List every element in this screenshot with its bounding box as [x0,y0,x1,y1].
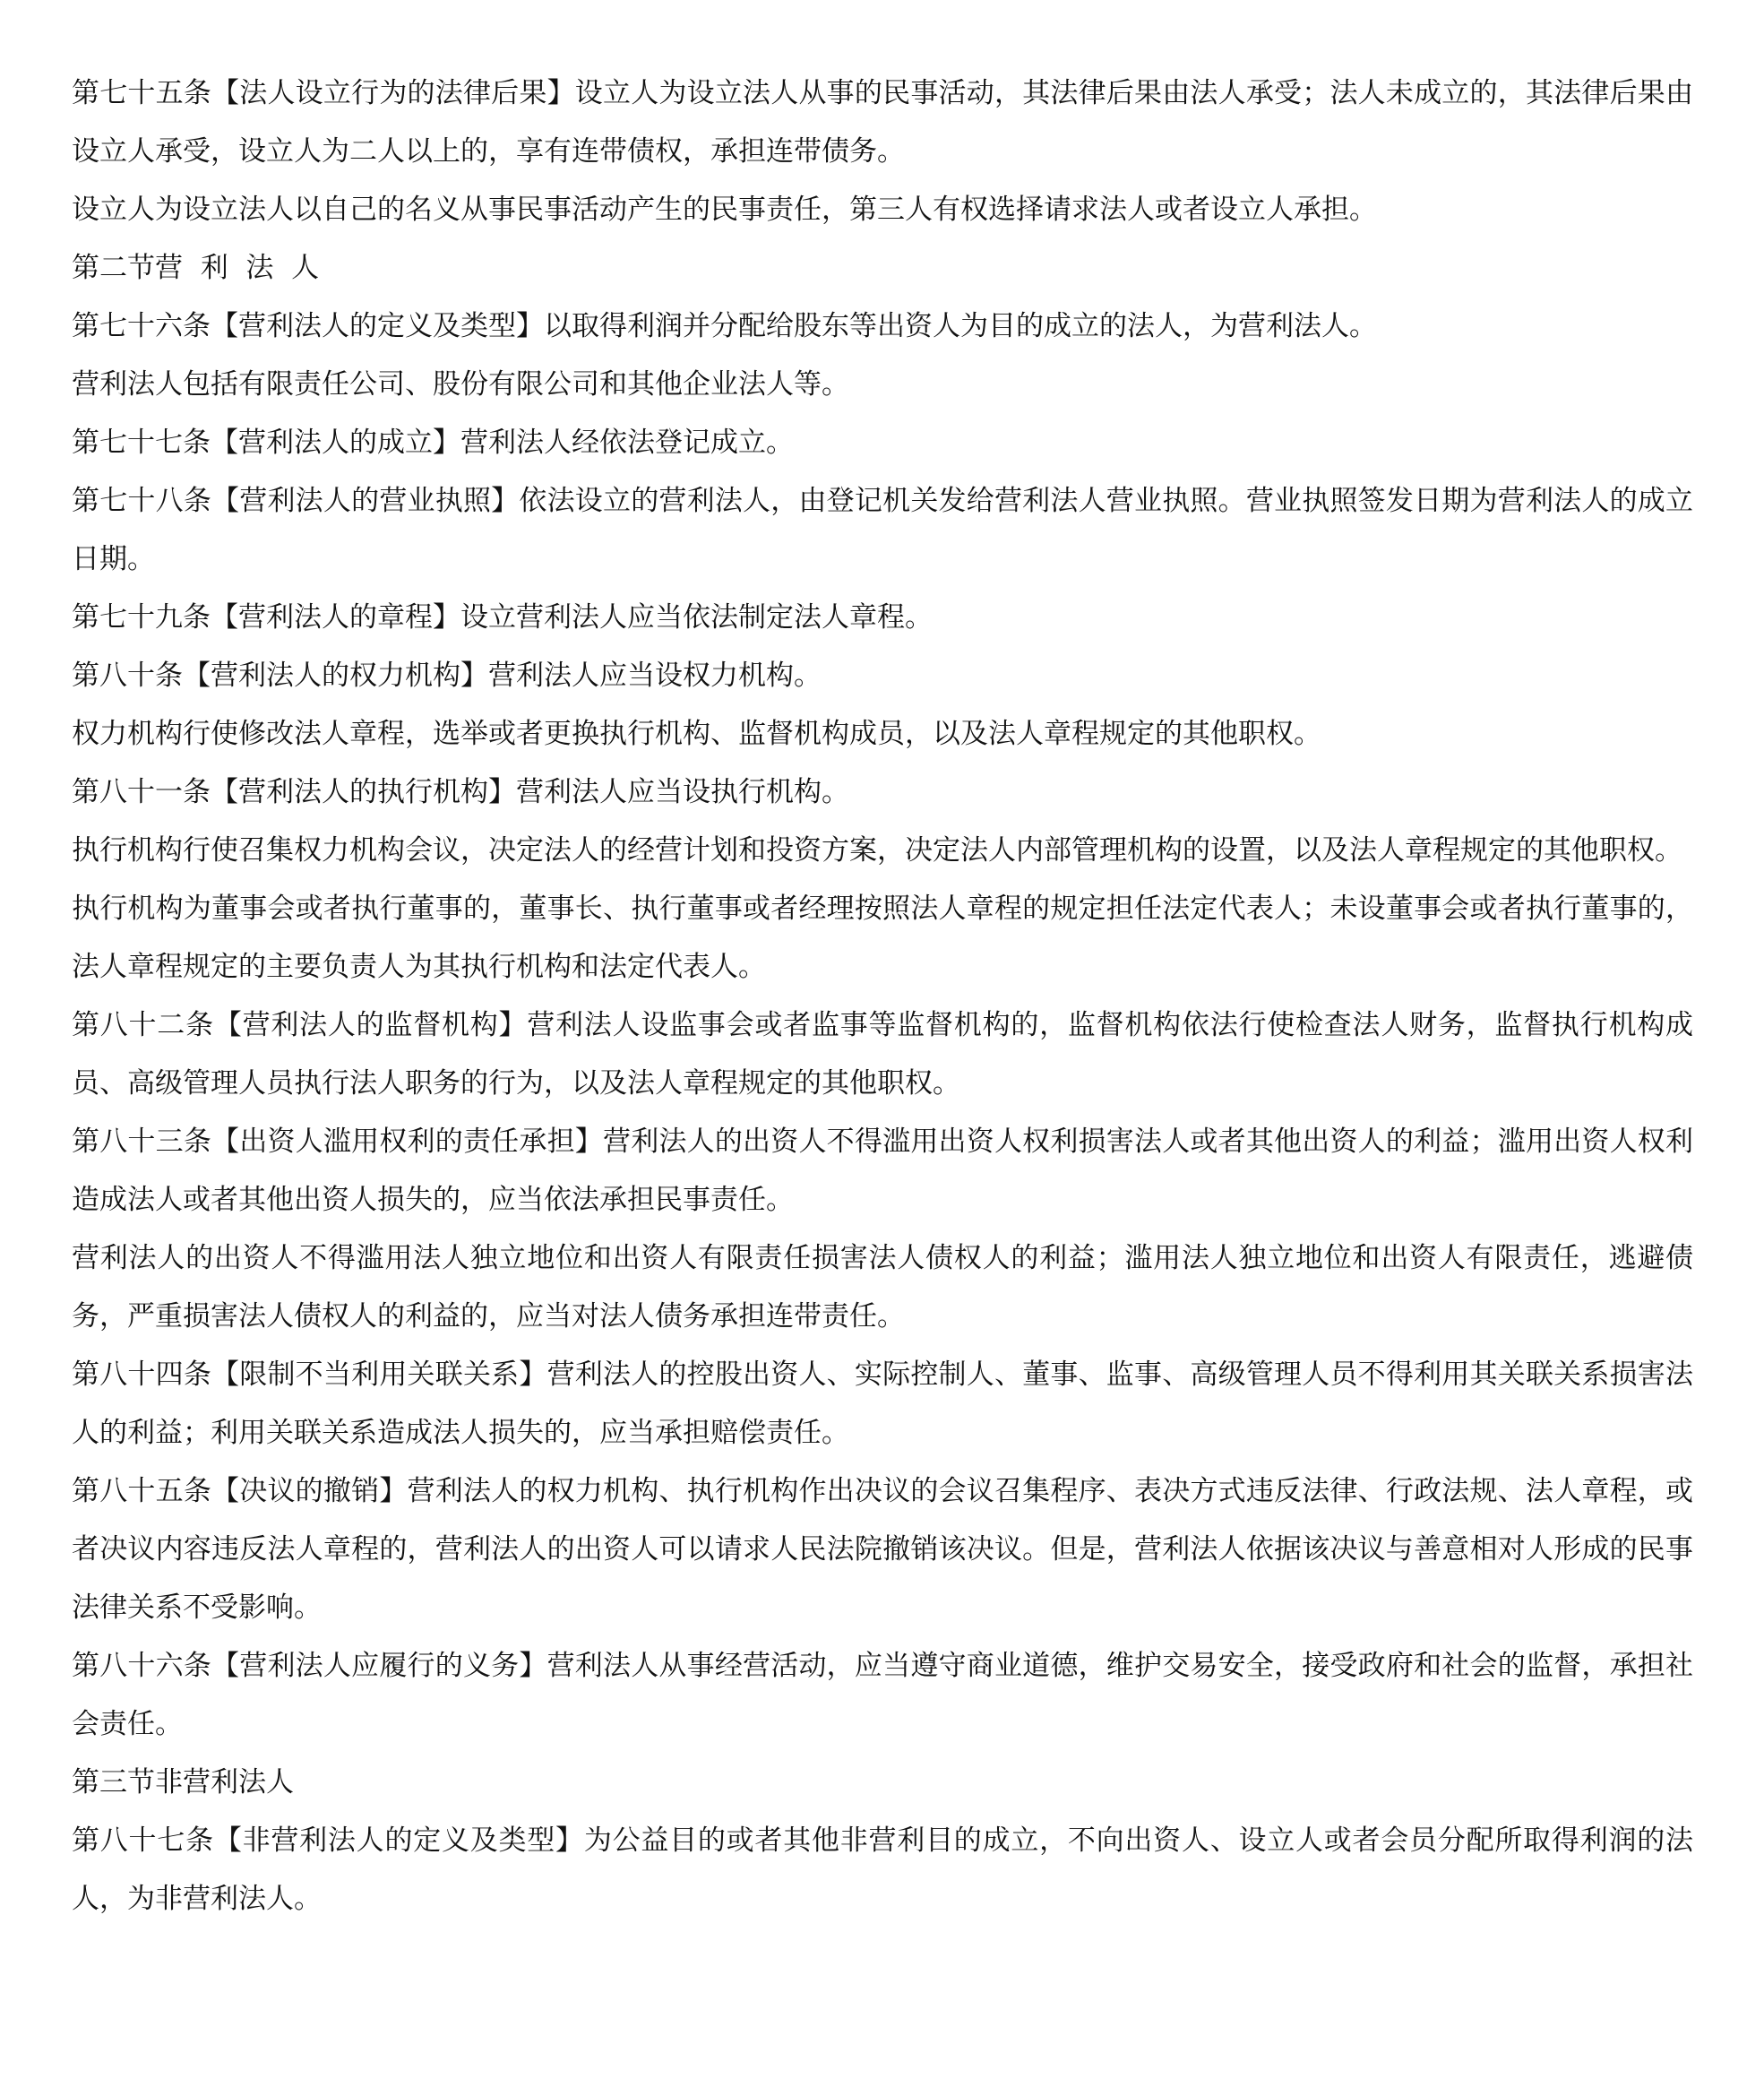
section-heading-3: 第三节非营利法人 [72,1766,294,1798]
paragraph-article-86: 第八十六条【营利法人应履行的义务】营利法人从事经营活动，应当遵守商业道德，维护交易安全，接受政府和社会的监督，承担社会责任。 [72,1650,1693,1740]
paragraph-article-87: 第八十七条【非营利法人的定义及类型】为公益目的或者其他非营利目的成立，不向出资人、设立人或者会员分配所取得利润的法人，为非营利法人。 [72,1824,1693,1915]
document-body [72,65,1693,1928]
paragraph-article-82: 第八十二条【营利法人的监督机构】营利法人设监事会或者监事等监督机构的，监督机构依法行使检查法人财务，监督执行机构成员、高级管理人员执行法人职务的行为，以及法人章程规定的其他职权。 [72,1009,1693,1100]
paragraph-article-81-clause-2: 执行机构行使召集权力机构会议，决定法人的经营计划和投资方案，决定法人内部管理机构的设置，以及法人章程规定的其他职权。 [72,834,1682,867]
paragraph-article-75: 第七十五条【法人设立行为的法律后果】设立人为设立法人从事的民事活动，其法律后果由法人承受；法人未成立的，其法律后果由设立人承受，设立人为二人以上的，享有连带债权，承担连带债务。 [72,77,1693,168]
section-heading-2: 第二节营 利 法 人 [72,252,320,284]
paragraph-article-83-clause-2: 营利法人的出资人不得滥用法人独立地位和出资人有限责任损害法人债权人的利益；滥用法人独立地位和出资人有限责任，逃避债务，严重损害法人债权人的利益的，应当对法人债务承担连带责任。 [72,1242,1693,1333]
paragraph-article-81-clause-3: 执行机构为董事会或者执行董事的，董事长、执行董事或者经理按照法人章程的规定担任法定代表人；未设董事会或者执行董事的，法人章程规定的主要负责人为其执行机构和法定代表人。 [72,893,1693,983]
paragraph-article-80-clause-2: 权力机构行使修改法人章程，选举或者更换执行机构、监督机构成员，以及法人章程规定的其他职权。 [72,718,1321,750]
paragraph-article-78: 第七十八条【营利法人的营业执照】依法设立的营利法人，由登记机关发给营利法人营业执照。营业执照签发日期为营利法人的成立日期。 [72,485,1693,575]
paragraph-article-81: 第八十一条【营利法人的执行机构】营利法人应当设执行机构。 [72,776,849,808]
paragraph-article-83: 第八十三条【出资人滥用权利的责任承担】营利法人的出资人不得滥用出资人权利损害法人或者其他出资人的利益；滥用出资人权利造成法人或者其他出资人损失的，应当依法承担民事责任。 [72,1126,1693,1216]
paragraph-article-85: 第八十五条【决议的撤销】营利法人的权力机构、执行机构作出决议的会议召集程序、表决方式违反法律、行政法规、法人章程，或者决议内容违反法人章程的，营利法人的出资人可以请求人民法院撤销该决议。但是，营利法人依据该决议与善意相对人形成的民事法律关系不受影响。 [72,1475,1693,1624]
paragraph-article-79: 第七十九条【营利法人的章程】设立营利法人应当依法制定法人章程。 [72,601,933,634]
paragraph-article-75-clause-2: 设立人为设立法人以自己的名义从事民事活动产生的民事责任，第三人有权选择请求法人或者设立人承担。 [72,194,1377,226]
paragraph-article-76-clause-2: 营利法人包括有限责任公司、股份有限公司和其他企业法人等。 [72,368,849,401]
paragraph-article-77: 第七十七条【营利法人的成立】营利法人经依法登记成立。 [72,427,794,459]
paragraph-article-84: 第八十四条【限制不当利用关联关系】营利法人的控股出资人、实际控制人、董事、监事、高级管理人员不得利用其关联关系损害法人的利益；利用关联关系造成法人损失的，应当承担赔偿责任。 [72,1359,1693,1449]
paragraph-article-76: 第七十六条【营利法人的定义及类型】以取得利润并分配给股东等出资人为目的成立的法人，为营利法人。 [72,310,1377,342]
paragraph-article-80: 第八十条【营利法人的权力机构】营利法人应当设权力机构。 [72,660,822,692]
